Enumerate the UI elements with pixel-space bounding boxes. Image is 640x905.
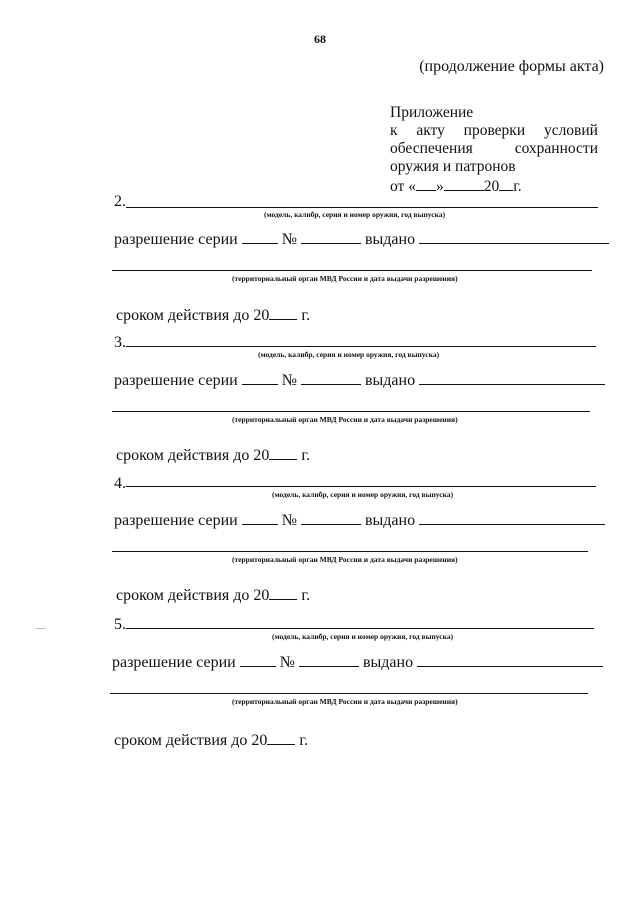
permit-series-field[interactable] <box>240 652 276 667</box>
date-year-blank[interactable] <box>499 176 513 191</box>
appendix-word: проверки <box>463 122 526 139</box>
appendix-header <box>390 104 598 196</box>
weapon-details-field[interactable] <box>126 207 598 208</box>
validity-year-field[interactable] <box>269 445 297 460</box>
permit-series-label: разрешение серии <box>114 231 238 248</box>
issued-label: выдано <box>364 231 416 248</box>
date-day-blank[interactable] <box>416 176 436 191</box>
number-sign: № <box>281 231 297 248</box>
appendix-date-line <box>390 176 598 196</box>
issued-label: выдано <box>364 512 416 529</box>
permit-series-label: разрешение серии <box>114 372 238 389</box>
validity-row <box>116 585 310 605</box>
appendix-word: сохранности <box>514 140 598 157</box>
permit-series-field[interactable] <box>242 510 278 525</box>
appendix-line-2 <box>390 140 598 158</box>
validity-prefix: сроком действия до 20 <box>116 307 270 324</box>
validity-row <box>114 730 308 750</box>
authority-field[interactable] <box>112 270 592 271</box>
issued-label: выдано <box>362 654 414 671</box>
permit-row <box>114 229 609 249</box>
authority-field[interactable] <box>112 411 590 412</box>
number-sign: № <box>281 372 297 389</box>
issued-by-field[interactable] <box>417 652 603 667</box>
permit-row <box>114 370 605 390</box>
permit-number-field[interactable] <box>299 652 359 667</box>
weapon-details-caption: (модель, калибр, серия и номер оружия, год выпуска) <box>258 350 440 359</box>
permit-number-field[interactable] <box>301 370 361 385</box>
date-year-prefix: 20 <box>483 178 500 195</box>
validity-prefix: сроком действия до 20 <box>116 447 270 464</box>
date-month-blank[interactable] <box>444 176 484 191</box>
appendix-line-3: оружия и патронов <box>390 158 516 175</box>
validity-suffix: г. <box>301 587 311 604</box>
number-sign: № <box>279 654 295 671</box>
permit-row <box>112 652 603 672</box>
validity-prefix: сроком действия до 20 <box>116 587 270 604</box>
appendix-line-1 <box>390 122 598 140</box>
authority-caption: (территориальный орган МВД России и дата выдачи разрешения) <box>232 555 458 564</box>
item-number: 5. <box>114 616 126 633</box>
appendix-word: акту <box>416 122 445 139</box>
validity-year-field[interactable] <box>269 585 297 600</box>
validity-row <box>116 445 310 465</box>
authority-field[interactable] <box>110 693 588 694</box>
weapon-details-caption: (модель, калибр, серия и номер оружия, год выпуска) <box>272 632 454 641</box>
validity-row <box>116 305 310 325</box>
form-continuation-note: (продолжение формы акта) <box>419 58 604 75</box>
page-number: 68 <box>314 32 326 46</box>
appendix-word: условий <box>543 122 598 139</box>
authority-field[interactable] <box>112 551 588 552</box>
authority-caption: (территориальный орган МВД России и дата выдачи разрешения) <box>232 274 458 283</box>
weapon-details-field[interactable] <box>126 346 596 347</box>
permit-series-field[interactable] <box>242 229 278 244</box>
issued-label: выдано <box>364 372 416 389</box>
scan-margin-mark <box>36 628 46 629</box>
validity-suffix: г. <box>299 732 309 749</box>
item-number: 3. <box>114 334 126 351</box>
date-mid: » <box>435 178 444 195</box>
weapon-details-caption: (модель, калибр, серия и номер оружия, год выпуска) <box>272 490 454 499</box>
authority-caption: (территориальный орган МВД России и дата выдачи разрешения) <box>232 415 458 424</box>
number-sign: № <box>281 512 297 529</box>
permit-series-field[interactable] <box>242 370 278 385</box>
permit-series-label: разрешение серии <box>112 654 236 671</box>
appendix-word: к <box>390 122 398 139</box>
issued-by-field[interactable] <box>419 510 605 525</box>
weapon-details-field[interactable] <box>126 628 594 629</box>
validity-year-field[interactable] <box>269 305 297 320</box>
item-number: 4. <box>114 475 126 492</box>
issued-by-field[interactable] <box>419 370 605 385</box>
issued-by-field[interactable] <box>419 229 609 244</box>
weapon-details-caption: (модель, калибр, серия и номер оружия, год выпуска) <box>264 210 446 219</box>
permit-number-field[interactable] <box>301 229 361 244</box>
date-prefix: от « <box>390 178 416 195</box>
weapon-details-field[interactable] <box>126 486 596 487</box>
permit-number-field[interactable] <box>301 510 361 525</box>
appendix-word: обеспечения <box>390 140 473 157</box>
appendix-title: Приложение <box>390 104 474 121</box>
validity-year-field[interactable] <box>267 730 295 745</box>
validity-prefix: сроком действия до 20 <box>114 732 268 749</box>
date-suffix: г. <box>513 178 522 195</box>
permit-row <box>114 510 605 530</box>
validity-suffix: г. <box>301 307 311 324</box>
item-number: 2. <box>114 193 126 210</box>
validity-suffix: г. <box>301 447 311 464</box>
authority-caption: (территориальный орган МВД России и дата выдачи разрешения) <box>232 697 458 706</box>
permit-series-label: разрешение серии <box>114 512 238 529</box>
